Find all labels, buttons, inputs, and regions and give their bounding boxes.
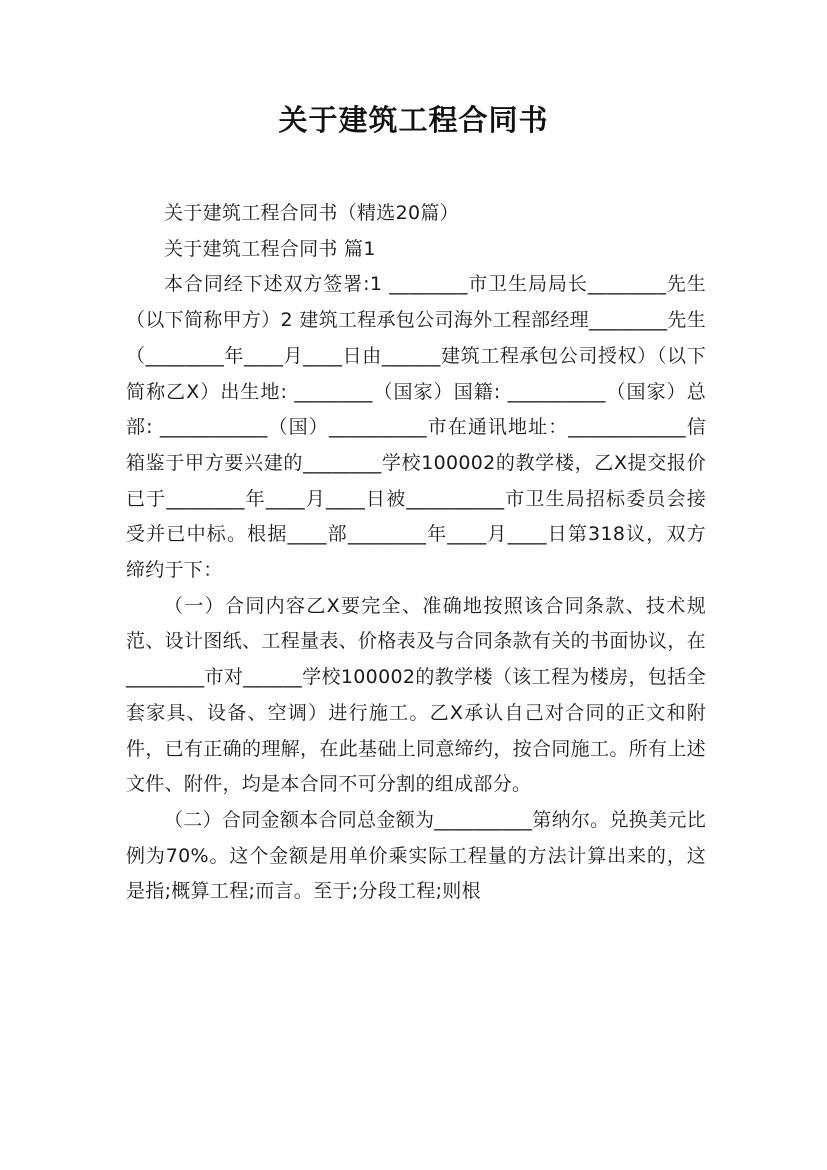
document-title: 关于建筑工程合同书 [278, 103, 549, 137]
paragraph-contract-amount: （二）合同金额本合同总金额为__________第纳尔。兑换美元比例为70%。这个金额是用单价乘实际工程量的方法计算出来的，这是指;概算工程;而言。至于;分段工程;则根 [126, 808, 706, 903]
paragraph-subtitle: 关于建筑工程合同书（精选20篇） [164, 202, 459, 224]
paragraph-contract-content: （一）合同内容乙X要完全、准确地按照该合同条款、技术规范、设计图纸、工程量表、价格表及与合同条款有关的书面协议，在________市对______学校100002的教学楼（该工程为楼房，包括全套家具、设备、空调）进行施工。乙X承认自己对合同的正文和附件，已有正确的理解，在此基础上同意缔约，按合同施工。所有上述文件、附件，均是本合同不可分割的组成部分。 [126, 594, 706, 796]
document-body [126, 196, 706, 910]
paragraph-parties: 本合同经下述双方签署:1 ________市卫生局局长________先生（以下简称甲方）2 建筑工程承包公司海外工程部经理________先生（________年____月____日由______建筑工程承包公司授权）（以下简称乙X）出生地: ________（国家）国籍: __________（国家）总部: ___________（国）__________市在通讯地址：____________信箱鉴于甲方要兴建的________学校100002的教学楼，乙X提交报价已于________年____月____日被__________市卫生局招标委员会接受并已中标。根据____部________年____月____日第318议，双方缔约于下： [126, 273, 706, 582]
paragraph-section-heading: 关于建筑工程合同书 篇1 [164, 237, 376, 260]
